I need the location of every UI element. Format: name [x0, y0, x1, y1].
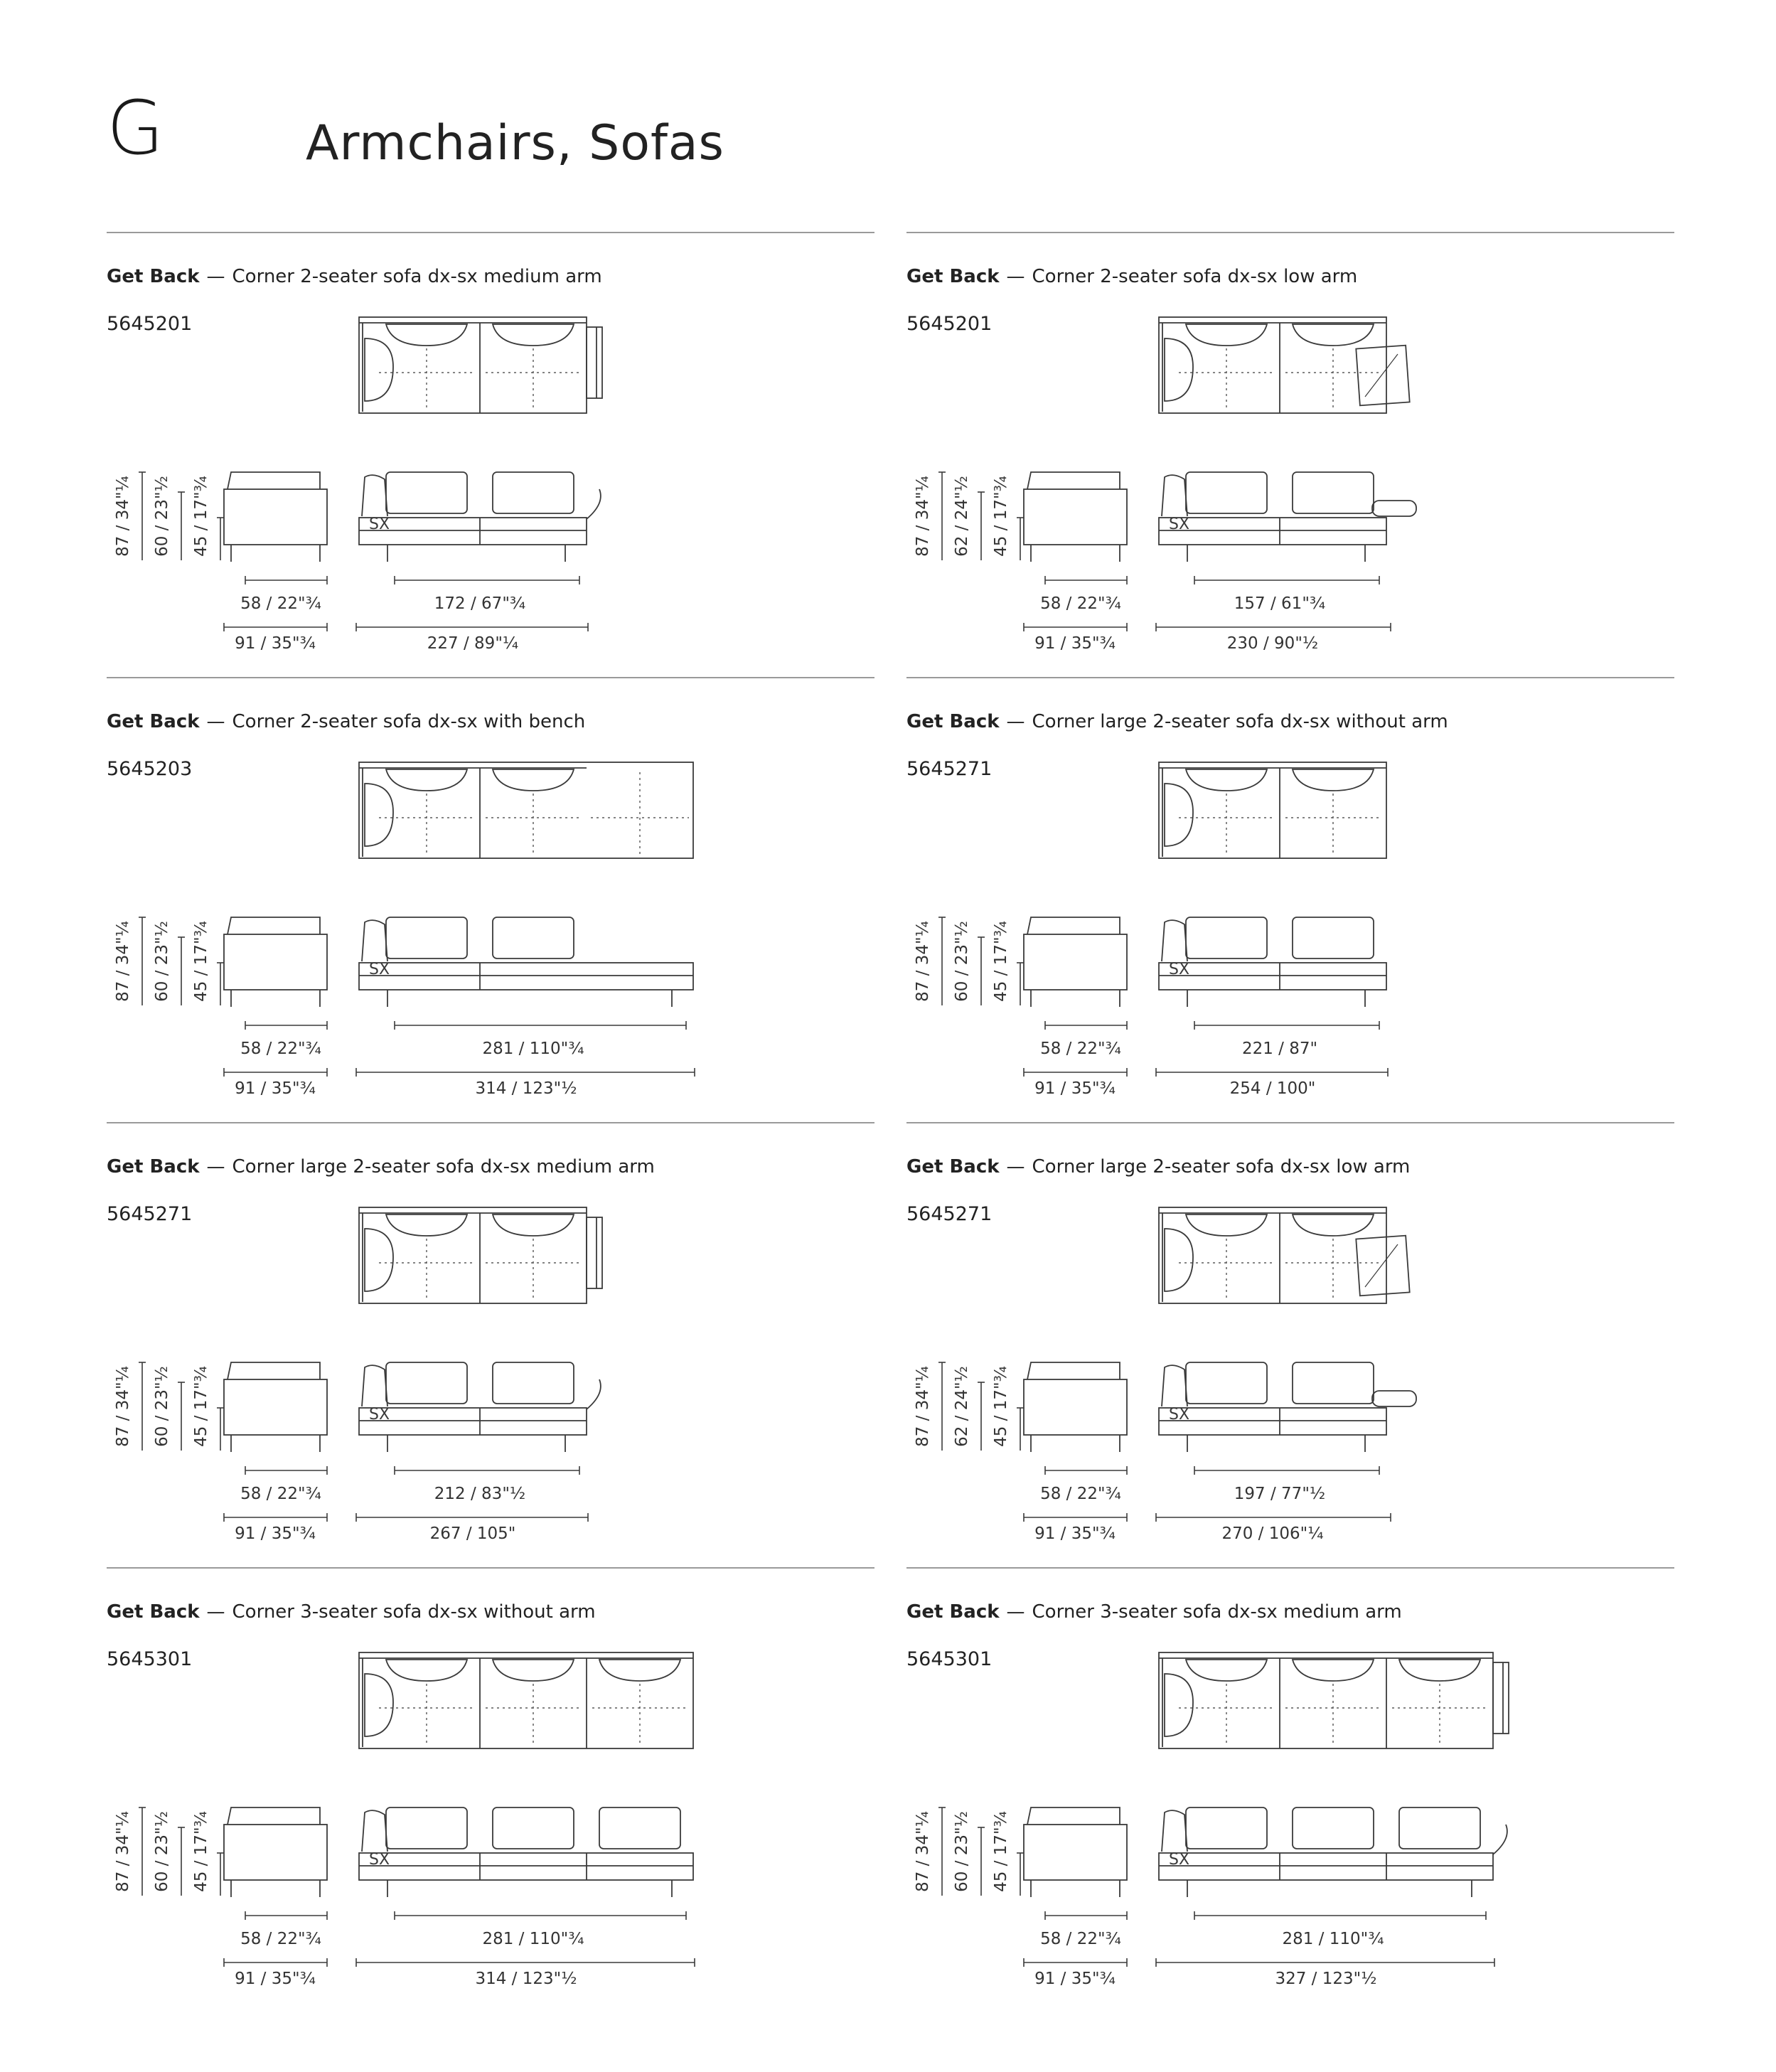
product-drawing: [906, 677, 1674, 1122]
total-depth-dimension: [224, 1068, 327, 1098]
seat-width-dimension: [1194, 1466, 1379, 1503]
height-dimension-label: 45 / 17"¾: [192, 1366, 210, 1447]
height-dimension-label: 60 / 23"½: [953, 1811, 971, 1892]
height-dimension: [992, 921, 1024, 1005]
height-dimension: [114, 917, 146, 1005]
height-dimension: [992, 476, 1024, 560]
total-width-label: 227 / 89"¼: [427, 634, 519, 653]
product-code: 5645203: [107, 758, 193, 780]
product-block: [107, 677, 874, 1122]
seat-width-label: 172 / 67"¾: [434, 594, 526, 613]
height-dimension: [914, 472, 946, 560]
seat-width-dimension: [1194, 1021, 1379, 1058]
height-dimension: [153, 921, 185, 1005]
seat-depth-label: 58 / 22"¾: [240, 1040, 321, 1058]
sofa-top-view: [1159, 1207, 1410, 1303]
total-depth-dimension: [224, 1958, 327, 1988]
product-drawing: [906, 1122, 1674, 1567]
product-description: Corner large 2-seater sofa dx-sx without arm: [1032, 711, 1448, 732]
height-dimension: [114, 1362, 146, 1451]
sofa-front-view: [1159, 917, 1386, 1007]
seat-depth-dimension: [1040, 1466, 1127, 1503]
product-block: [906, 1122, 1674, 1567]
sofa-top-view: [359, 1207, 602, 1303]
product-drawing: [107, 232, 874, 677]
seat-depth-label: 58 / 22"¾: [1040, 1485, 1121, 1503]
total-width-label: 314 / 123"½: [475, 1970, 577, 1988]
seat-depth-label: 58 / 22"¾: [1040, 594, 1121, 613]
height-dimension: [153, 1811, 185, 1896]
height-dimension: [914, 917, 946, 1005]
total-width-dimension: [1156, 623, 1391, 653]
height-dimension-label: 60 / 23"½: [153, 921, 171, 1002]
total-depth-label: 91 / 35"¾: [235, 1079, 316, 1098]
height-dimensions: [114, 1362, 224, 1451]
separator-dash: —: [206, 1601, 225, 1623]
product-description: Corner 3-seater sofa dx-sx without arm: [232, 1601, 596, 1623]
total-width-dimension: [1156, 1958, 1494, 1988]
product-drawing: [906, 232, 1674, 677]
total-depth-dimension: [224, 623, 327, 653]
height-dimension-label: 87 / 34"¼: [914, 921, 932, 1002]
height-dimensions: [114, 1807, 224, 1896]
brand-name: Get Back: [906, 1601, 1000, 1623]
product-block: [906, 1567, 1674, 2012]
corner-side-label: SX: [1169, 1406, 1190, 1424]
seat-depth-label: 58 / 22"¾: [240, 594, 321, 613]
product-code: 5645271: [906, 758, 993, 780]
corner-side-label: SX: [369, 1406, 390, 1424]
height-dimension-label: 87 / 34"¼: [114, 1811, 132, 1892]
product-drawing: [906, 1567, 1674, 2012]
height-dimension-label: 60 / 23"½: [153, 476, 171, 557]
sofa-top-view: [359, 317, 602, 413]
height-dimension-label: 45 / 17"¾: [192, 1811, 210, 1892]
seat-width-label: 157 / 61"¾: [1234, 594, 1326, 613]
height-dimension-label: 45 / 17"¾: [192, 476, 210, 557]
product-block: [107, 1122, 874, 1567]
seat-width-dimension: [1194, 576, 1379, 613]
total-depth-label: 91 / 35"¾: [235, 1970, 316, 1988]
height-dimension: [953, 921, 985, 1005]
height-dimension-label: 45 / 17"¾: [992, 921, 1010, 1002]
height-dimensions: [114, 917, 224, 1005]
product-description: Corner large 2-seater sofa dx-sx medium arm: [232, 1156, 655, 1177]
height-dimension-label: 60 / 23"½: [953, 921, 971, 1002]
corner-side-label: SX: [369, 961, 390, 978]
total-depth-dimension: [224, 1513, 327, 1543]
product-description: Corner large 2-seater sofa dx-sx low arm: [1032, 1156, 1411, 1177]
height-dimension-label: 45 / 17"¾: [992, 1811, 1010, 1892]
total-width-dimension: [1156, 1513, 1391, 1543]
height-dimensions: [914, 1362, 1024, 1451]
sofa-top-view: [1159, 762, 1386, 858]
sofa-side-view: [224, 917, 327, 1007]
total-width-dimension: [356, 623, 588, 653]
sofa-front-view: [359, 917, 693, 1007]
seat-depth-dimension: [240, 576, 327, 613]
seat-depth-label: 58 / 22"¾: [240, 1930, 321, 1948]
sofa-front-view: [1159, 1362, 1416, 1452]
height-dimension-label: 60 / 23"½: [153, 1811, 171, 1892]
seat-width-label: 281 / 110"¾: [482, 1040, 584, 1058]
seat-depth-label: 58 / 22"¾: [1040, 1930, 1121, 1948]
corner-side-label: SX: [1169, 516, 1190, 533]
product-block: [906, 232, 1674, 677]
height-dimension: [114, 1807, 146, 1896]
sofa-top-view: [1159, 317, 1410, 413]
seat-depth-dimension: [1040, 576, 1127, 613]
corner-side-label: SX: [369, 516, 390, 533]
sofa-top-view: [359, 762, 693, 858]
height-dimension-label: 87 / 34"¼: [114, 1366, 132, 1447]
total-depth-dimension: [1024, 623, 1127, 653]
sofa-side-view: [1024, 917, 1127, 1007]
height-dimension: [192, 476, 224, 560]
corner-side-label: SX: [1169, 1851, 1190, 1869]
total-depth-label: 91 / 35"¾: [1034, 634, 1116, 653]
total-width-dimension: [356, 1513, 588, 1543]
product-block: [107, 1567, 874, 2012]
seat-width-label: 221 / 87": [1241, 1040, 1318, 1058]
total-width-label: 254 / 100": [1229, 1079, 1316, 1098]
height-dimension-label: 45 / 17"¾: [992, 476, 1010, 557]
total-depth-label: 91 / 35"¾: [1034, 1524, 1116, 1543]
height-dimensions: [114, 472, 224, 560]
brand-name: Get Back: [906, 1156, 1000, 1177]
seat-depth-dimension: [1040, 1021, 1127, 1058]
seat-width-dimension: [395, 576, 579, 613]
product-code: 5645271: [107, 1203, 193, 1225]
sofa-front-view: [359, 472, 601, 562]
brand-name: Get Back: [906, 711, 1000, 732]
sofa-side-view: [224, 472, 327, 562]
section-title: Armchairs, Sofas: [306, 115, 724, 171]
corner-side-label: SX: [1169, 961, 1190, 978]
corner-side-label: SX: [369, 1851, 390, 1869]
separator-dash: —: [206, 711, 225, 732]
section-letter: G: [107, 85, 164, 171]
sofa-side-view: [1024, 472, 1127, 562]
height-dimensions: [914, 1807, 1024, 1896]
total-width-label: 314 / 123"½: [475, 1079, 577, 1098]
total-width-label: 270 / 106"¼: [1221, 1524, 1324, 1543]
height-dimension: [153, 476, 185, 560]
brand-name: Get Back: [107, 1601, 200, 1623]
product-code: 5645301: [906, 1648, 993, 1670]
seat-width-label: 281 / 110"¾: [1282, 1930, 1384, 1948]
height-dimension: [992, 1811, 1024, 1896]
height-dimension-label: 87 / 34"¼: [114, 476, 132, 557]
product-description: Corner 3-seater sofa dx-sx medium arm: [1032, 1601, 1402, 1623]
height-dimensions: [914, 472, 1024, 560]
sofa-top-view: [359, 1652, 693, 1748]
product-drawing: [107, 1567, 874, 2012]
seat-width-label: 197 / 77"½: [1234, 1485, 1326, 1503]
sofa-front-view: [1159, 1807, 1507, 1897]
height-dimension: [192, 1366, 224, 1451]
height-dimension-label: 87 / 34"¼: [914, 1811, 932, 1892]
height-dimension-label: 87 / 34"¼: [914, 1366, 932, 1447]
height-dimensions: [914, 917, 1024, 1005]
product-code: 5645301: [107, 1648, 193, 1670]
height-dimension-label: 45 / 17"¾: [992, 1366, 1010, 1447]
brand-name: Get Back: [107, 1156, 200, 1177]
total-depth-dimension: [1024, 1958, 1127, 1988]
separator-dash: —: [206, 266, 225, 287]
height-dimension-label: 87 / 34"¼: [114, 921, 132, 1002]
separator-dash: —: [1006, 266, 1025, 287]
product-code: 5645271: [906, 1203, 993, 1225]
height-dimension: [114, 472, 146, 560]
product-description: Corner 2-seater sofa dx-sx low arm: [1032, 266, 1358, 287]
height-dimension-label: 62 / 24"½: [953, 1366, 971, 1447]
seat-width-dimension: [1194, 1911, 1486, 1948]
separator-dash: —: [1006, 1156, 1025, 1177]
sofa-side-view: [1024, 1807, 1127, 1897]
height-dimension-label: 60 / 23"½: [153, 1366, 171, 1447]
product-drawing: [107, 1122, 874, 1567]
product-code: 5645201: [906, 313, 993, 335]
total-width-dimension: [356, 1068, 695, 1098]
seat-width-label: 212 / 83"½: [434, 1485, 526, 1503]
brand-name: Get Back: [906, 266, 1000, 287]
total-depth-dimension: [1024, 1068, 1127, 1098]
sofa-front-view: [359, 1362, 601, 1452]
seat-depth-dimension: [240, 1466, 327, 1503]
seat-depth-dimension: [1040, 1911, 1127, 1948]
total-depth-label: 91 / 35"¾: [235, 634, 316, 653]
sofa-front-view: [359, 1807, 693, 1897]
height-dimension: [153, 1366, 185, 1451]
sofa-top-view: [1159, 1652, 1509, 1748]
sofa-front-view: [1159, 472, 1416, 562]
separator-dash: —: [1006, 711, 1025, 732]
brand-name: Get Back: [107, 266, 200, 287]
sofa-side-view: [1024, 1362, 1127, 1452]
sofa-side-view: [224, 1362, 327, 1452]
product-description: Corner 2-seater sofa dx-sx medium arm: [232, 266, 602, 287]
total-depth-label: 91 / 35"¾: [235, 1524, 316, 1543]
seat-width-label: 281 / 110"¾: [482, 1930, 584, 1948]
total-width-dimension: [1156, 1068, 1388, 1098]
height-dimension: [953, 1366, 985, 1451]
seat-depth-label: 58 / 22"¾: [240, 1485, 321, 1503]
product-drawing: [107, 677, 874, 1122]
height-dimension: [953, 476, 985, 560]
seat-width-dimension: [395, 1911, 686, 1948]
height-dimension-label: 62 / 24"½: [953, 476, 971, 557]
product-description: Corner 2-seater sofa dx-sx with bench: [232, 711, 586, 732]
height-dimension: [914, 1807, 946, 1896]
seat-depth-dimension: [240, 1021, 327, 1058]
total-width-label: 230 / 90"½: [1226, 634, 1319, 653]
separator-dash: —: [1006, 1601, 1025, 1623]
separator-dash: —: [206, 1156, 225, 1177]
total-depth-label: 91 / 35"¾: [1034, 1970, 1116, 1988]
product-block: [906, 677, 1674, 1122]
brand-name: Get Back: [107, 711, 200, 732]
height-dimension-label: 87 / 34"¼: [914, 476, 932, 557]
total-depth-dimension: [1024, 1513, 1127, 1543]
seat-width-dimension: [395, 1021, 686, 1058]
seat-width-dimension: [395, 1466, 579, 1503]
height-dimension: [914, 1362, 946, 1451]
total-width-label: 267 / 105": [429, 1524, 516, 1543]
height-dimension: [992, 1366, 1024, 1451]
height-dimension: [192, 1811, 224, 1896]
seat-depth-dimension: [240, 1911, 327, 1948]
height-dimension: [953, 1811, 985, 1896]
sofa-side-view: [224, 1807, 327, 1897]
height-dimension: [192, 921, 224, 1005]
product-code: 5645201: [107, 313, 193, 335]
total-width-label: 327 / 123"½: [1275, 1970, 1377, 1988]
height-dimension-label: 45 / 17"¾: [192, 921, 210, 1002]
product-block: [107, 232, 874, 677]
total-depth-label: 91 / 35"¾: [1034, 1079, 1116, 1098]
seat-depth-label: 58 / 22"¾: [1040, 1040, 1121, 1058]
total-width-dimension: [356, 1958, 695, 1988]
